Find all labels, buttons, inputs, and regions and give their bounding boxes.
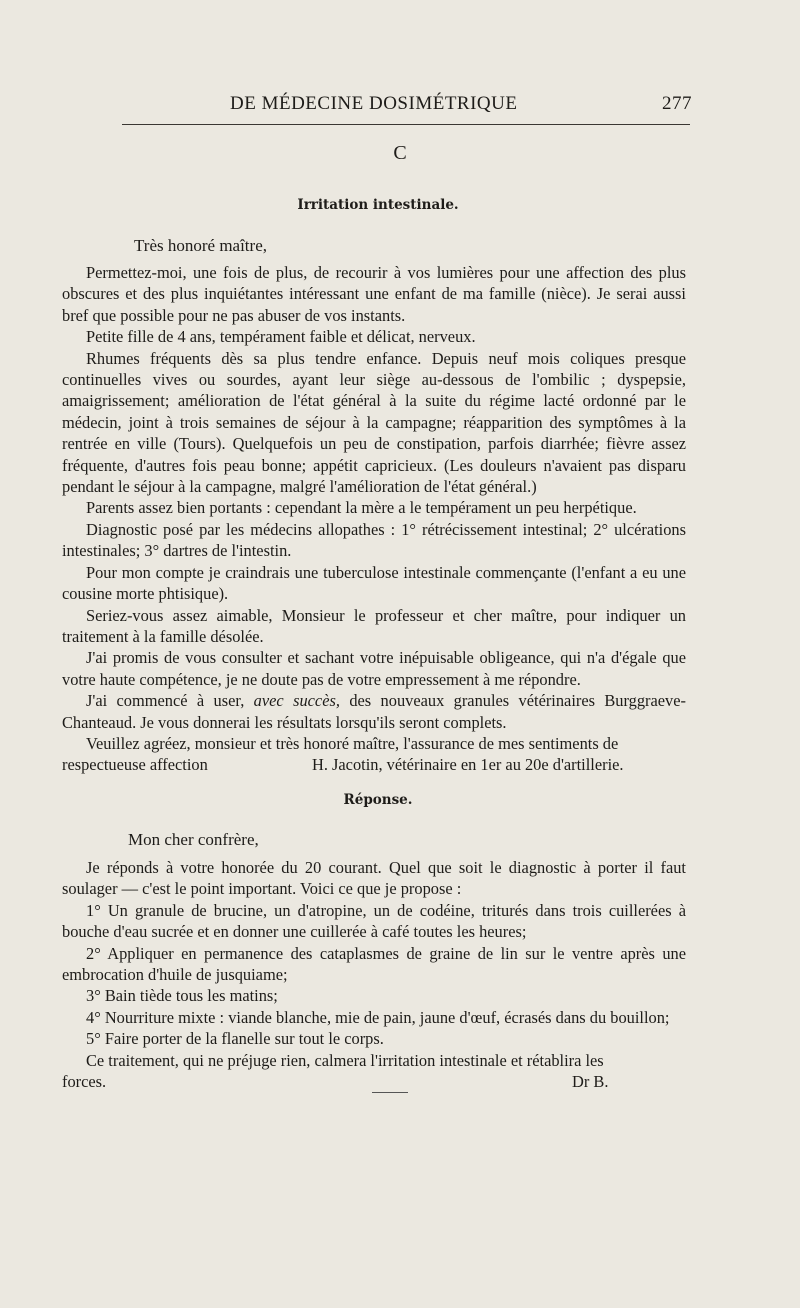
end-rule (372, 1092, 408, 1093)
letter-paragraph: Petite fille de 4 ans, tempérament faible et délicat, nerveux. (86, 327, 476, 347)
header-rule (122, 124, 690, 125)
letter-signature: H. Jacotin, vétérinaire en 1er au 20e d'artillerie. (312, 755, 624, 775)
reply-paragraph: 5° Faire porter de la flanelle sur tout le corps. (86, 1029, 384, 1049)
usage-italic: avec succès, (253, 691, 340, 711)
reply-salutation: Mon cher confrère, (128, 830, 259, 849)
letter-paragraph: Pour mon compte je craindrais une tuberculose intestinale commençante (l'enfant a eu une cousine morte phtisique). (62, 562, 686, 604)
reply-paragraph: 2° Appliquer en permanence des cataplasmes de graine de lin sur le ventre après une embrocation d'huile de jusquiame; (62, 943, 686, 985)
letter-closing-end: respectueuse affection (62, 755, 208, 775)
letter-body (62, 262, 686, 776)
page-number: 277 (662, 93, 692, 114)
reply-paragraph: 4° Nourriture mixte : viande blanche, mie de pain, jaune d'œuf, écrasés dans du bouillon; (86, 1007, 670, 1027)
reply-signature-line (62, 1071, 686, 1092)
letter-signature-line (62, 754, 686, 775)
letter-paragraph: Parents assez bien portants : cependant la mère a le tempérament un peu herpétique. (86, 498, 637, 518)
running-header (62, 93, 692, 117)
letter-paragraph: Seriez-vous assez aimable, Monsieur le professeur et cher maître, pour indiquer un traitement à la famille désolée. (62, 605, 686, 646)
reply-closing: Ce traitement, qui ne préjuge rien, calmera l'irritation intestinale et rétablira les (86, 1050, 604, 1070)
letter-paragraph-usage (62, 690, 686, 733)
letter-closing: Veuillez agréez, monsieur et très honoré maître, l'assurance de mes sentiments de (86, 733, 619, 753)
letter-heading: Irritation intestinale. (297, 197, 459, 213)
usage-text-after: des nouveaux granules vétérinaires Burggraeve-Chanteaud. Je vous donnerai les résultats lorsqu'ils seront complets. (62, 691, 686, 732)
letter-paragraph: Rhumes fréquents dès sa plus tendre enfance. Depuis neuf mois coliques presque continuelles vives ou sourdes, ayant leur siège au-dessous de l'ombilic ; dyspepsie, amaigrissement; amélioration de l'état général à la suite du régime lacté ordonné par le médecin, joint à trois semaines de séjour à la campagne; réapparition des symptômes à la rentrée en ville (Tours). Quelquefois un peu de constipation, parfois diarrhée; fièvre assez fréquente, d'autres fois peau bonne; appétit capricieux. (Les douleurs n'avaient pas disparu pendant le séjour à la campagne, malgré l'amélioration de l'état général.) (62, 348, 686, 497)
reply-paragraph: 3° Bain tiède tous les matins; (86, 986, 278, 1006)
reply-paragraph: 1° Un granule de brucine, un d'atropine, un de codéine, triturés dans trois cuillerées à bouche d'eau sucrée et en donner une cuillerée à café toutes les heures; (62, 900, 686, 942)
letter-paragraph: Permettez-moi, une fois de plus, de recourir à vos lumières pour une affection des plus obscures et des plus inquiétantes intéressant une enfant de ma famille (nièce). Je serai aussi bref que possible pour ne pas abuser de vos instants. (62, 263, 686, 325)
letter-paragraph: Diagnostic posé par les médecins allopathes : 1° rétrécissement intestinal; 2° ulcérations intestinales; 3° dartres de l'intestin. (62, 519, 686, 561)
section-letter: C (393, 142, 407, 164)
letter-salutation: Très honoré maître, (134, 236, 267, 255)
reply-heading: Réponse. (343, 792, 413, 808)
letter-paragraph: J'ai promis de vous consulter et sachant votre inépuisable obligeance, qui n'a d'égale que votre haute compétence, je ne doute pas de votre empressement à me répondre. (62, 648, 686, 689)
usage-text-before: J'ai commencé à user, (86, 691, 245, 711)
reply-signature: Dr B. (572, 1072, 609, 1092)
reply-body (62, 857, 686, 1092)
running-title: DE MÉDECINE DOSIMÉTRIQUE (230, 93, 518, 114)
reply-paragraph: Je réponds à votre honorée du 20 courant. Quel que soit le diagnostic à porter il faut soulager — c'est le point important. Voici ce que je propose : (62, 858, 686, 899)
reply-closing-end: forces. (62, 1072, 107, 1092)
